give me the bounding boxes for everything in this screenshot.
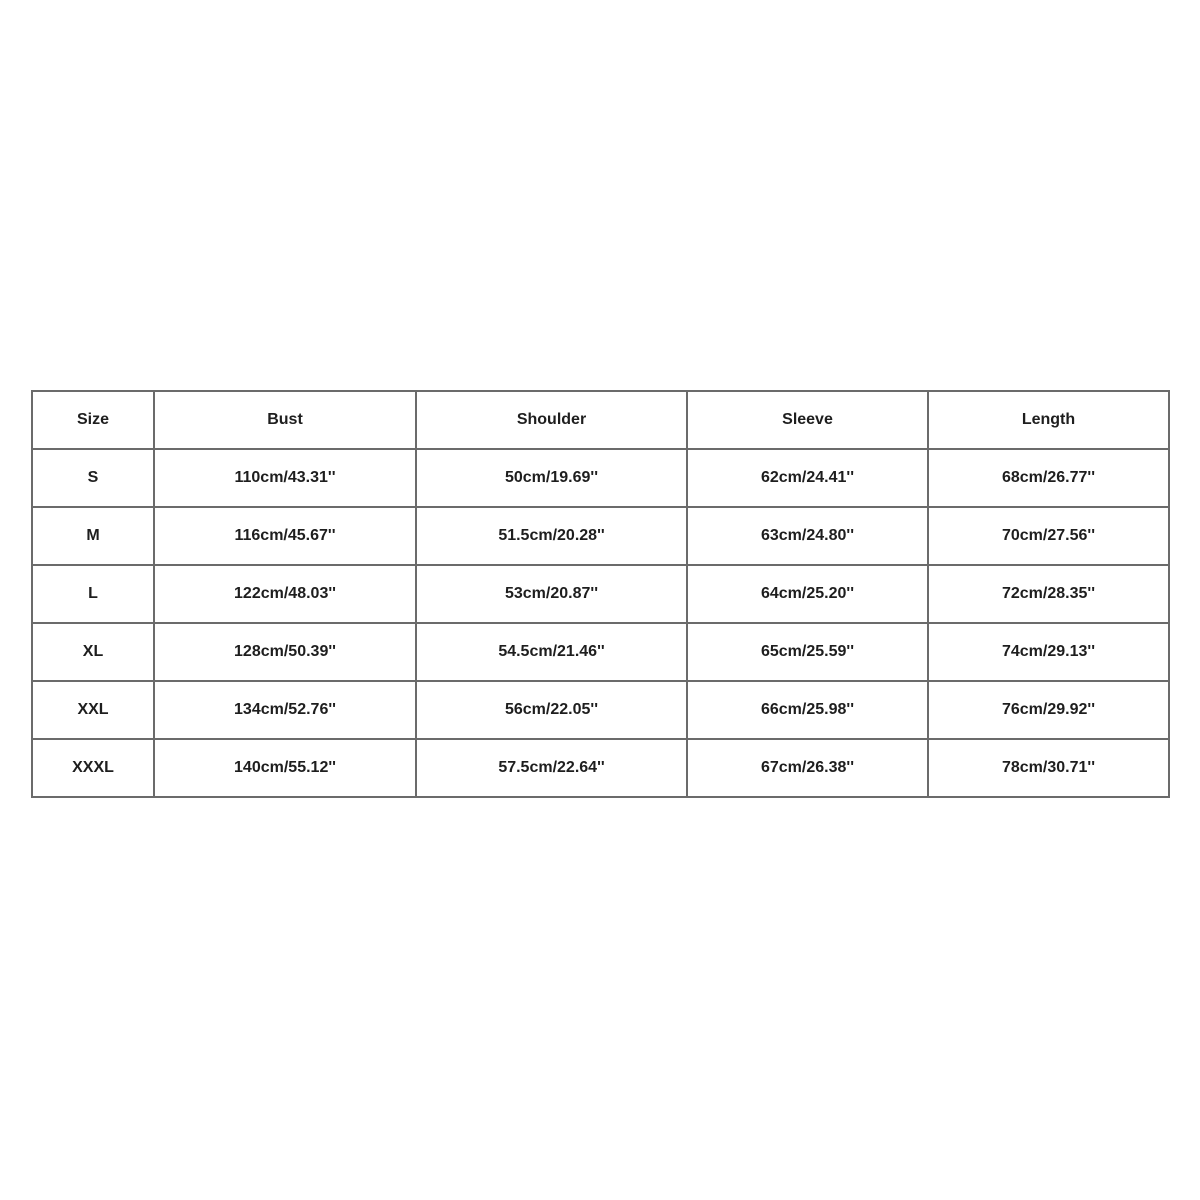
cell-bust: 134cm/52.76'' [155, 682, 417, 740]
table-row [33, 450, 1170, 508]
cell-shoulder: 54.5cm/21.46'' [417, 624, 688, 682]
cell-shoulder: 57.5cm/22.64'' [417, 740, 688, 798]
table-row [33, 508, 1170, 566]
cell-shoulder: 50cm/19.69'' [417, 450, 688, 508]
header-length: Length [929, 392, 1170, 450]
cell-sleeve: 65cm/25.59'' [688, 624, 929, 682]
cell-length: 76cm/29.92'' [929, 682, 1170, 740]
table-row [33, 740, 1170, 798]
cell-bust: 116cm/45.67'' [155, 508, 417, 566]
cell-size: S [33, 450, 155, 508]
cell-size: XL [33, 624, 155, 682]
table-row [33, 624, 1170, 682]
cell-sleeve: 66cm/25.98'' [688, 682, 929, 740]
cell-length: 78cm/30.71'' [929, 740, 1170, 798]
cell-sleeve: 64cm/25.20'' [688, 566, 929, 624]
cell-size: XXL [33, 682, 155, 740]
cell-bust: 140cm/55.12'' [155, 740, 417, 798]
cell-bust: 122cm/48.03'' [155, 566, 417, 624]
cell-shoulder: 56cm/22.05'' [417, 682, 688, 740]
size-chart-table [31, 390, 1170, 798]
cell-length: 72cm/28.35'' [929, 566, 1170, 624]
table-row [33, 682, 1170, 740]
table-row [33, 566, 1170, 624]
cell-bust: 128cm/50.39'' [155, 624, 417, 682]
cell-bust: 110cm/43.31'' [155, 450, 417, 508]
cell-length: 70cm/27.56'' [929, 508, 1170, 566]
cell-size: L [33, 566, 155, 624]
cell-sleeve: 67cm/26.38'' [688, 740, 929, 798]
cell-sleeve: 62cm/24.41'' [688, 450, 929, 508]
header-bust: Bust [155, 392, 417, 450]
header-size: Size [33, 392, 155, 450]
cell-shoulder: 51.5cm/20.28'' [417, 508, 688, 566]
cell-length: 74cm/29.13'' [929, 624, 1170, 682]
cell-size: XXXL [33, 740, 155, 798]
header-sleeve: Sleeve [688, 392, 929, 450]
cell-length: 68cm/26.77'' [929, 450, 1170, 508]
header-shoulder: Shoulder [417, 392, 688, 450]
cell-size: M [33, 508, 155, 566]
header-row [33, 392, 1170, 450]
cell-sleeve: 63cm/24.80'' [688, 508, 929, 566]
cell-shoulder: 53cm/20.87'' [417, 566, 688, 624]
